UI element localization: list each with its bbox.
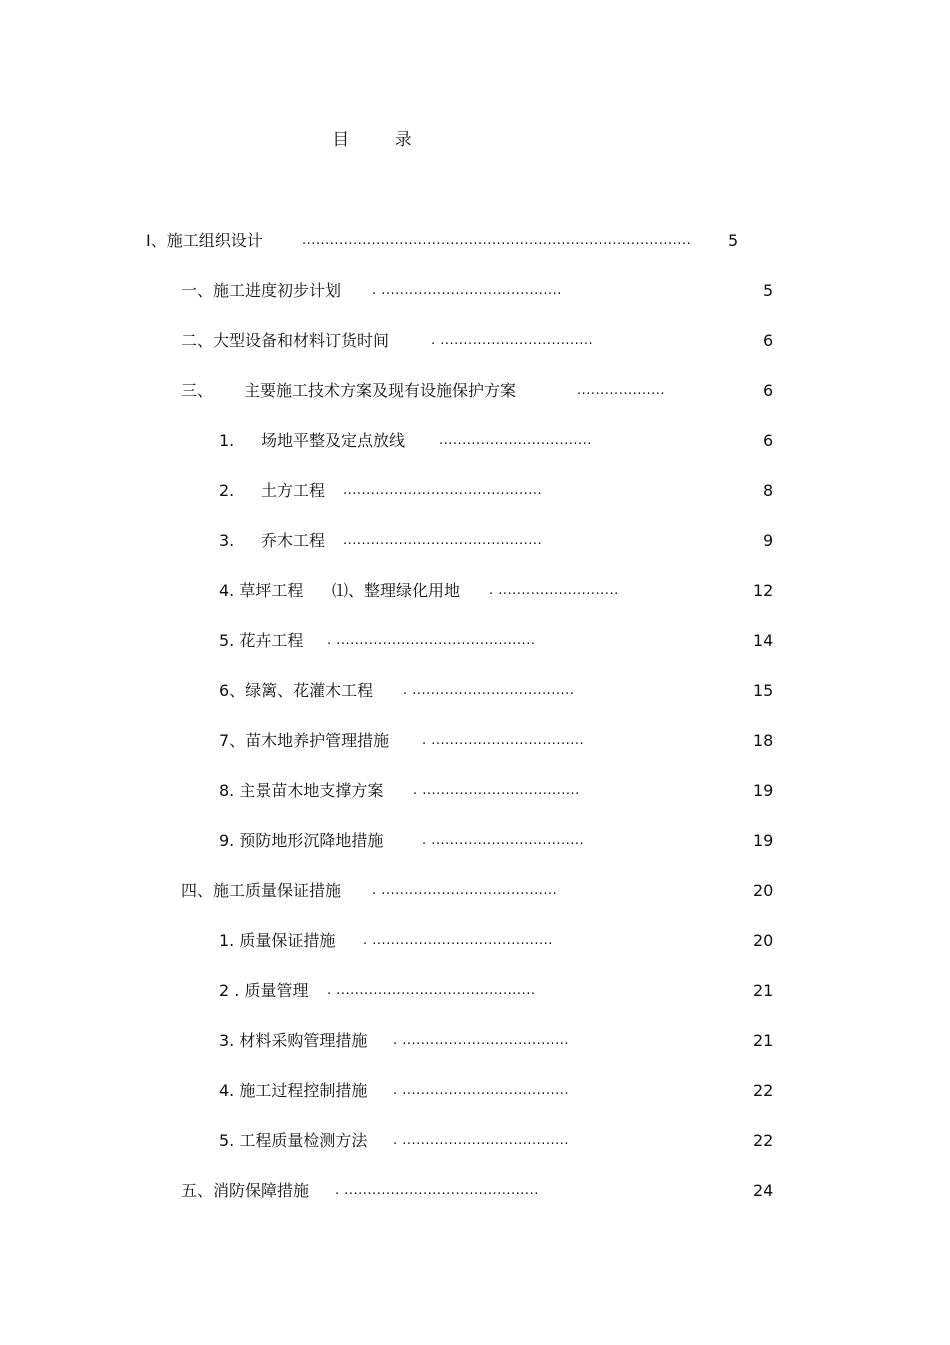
- toc-entry-label: 1.: [219, 431, 235, 450]
- toc-entry-page: 22: [753, 1131, 774, 1150]
- toc-entry-label: 3. 材料采购管理措施: [219, 1031, 368, 1050]
- toc-entry-label: 7、苗木地养护管理措施: [219, 731, 390, 750]
- toc-entry-page: 6: [763, 331, 774, 350]
- toc-title: 目 录: [332, 130, 432, 150]
- toc-entry-leader: . ......................................: [372, 883, 558, 898]
- toc-entry-label: ⑴、整理绿化用地: [332, 581, 461, 600]
- toc-entry-label: 二、大型设备和材料订货时间: [181, 331, 390, 350]
- toc-entry-page: 18: [753, 731, 774, 750]
- toc-entry-label: 6、绿篱、花灌木工程: [219, 681, 374, 700]
- toc-entry-leader: ....................................................................................: [302, 233, 692, 248]
- toc-entry-page: 15: [753, 681, 774, 700]
- toc-entry-leader: ...................: [577, 383, 666, 398]
- toc-entry-label: 一、施工进度初步计划: [181, 281, 342, 300]
- toc-entry-label: 场地平整及定点放线: [261, 431, 406, 450]
- toc-entry-page: 6: [763, 431, 774, 450]
- toc-entry-label: 2.: [219, 481, 235, 500]
- toc-entry-label: 土方工程: [261, 481, 326, 500]
- toc-entry-label: 8. 主景苗木地支撑方案: [219, 781, 384, 800]
- toc-entry-label: 四、施工质量保证措施: [181, 881, 342, 900]
- toc-entry-leader: . .................................: [431, 333, 594, 348]
- toc-entry-page: 14: [753, 631, 774, 650]
- toc-entry-page: 8: [763, 481, 774, 500]
- toc-entry-label: 4. 草坪工程: [219, 581, 304, 600]
- toc-entry-leader: ...........................................: [343, 533, 543, 548]
- toc-entry-leader: . ...................................: [403, 683, 575, 698]
- toc-entry-page: 22: [753, 1081, 774, 1100]
- toc-entry-page: 24: [753, 1181, 774, 1200]
- toc-entry-label: 乔木工程: [261, 531, 326, 550]
- toc-entry-leader: . .................................: [422, 733, 585, 748]
- toc-entry-leader: . .......................................: [363, 933, 553, 948]
- toc-entry-label: 五、消防保障措施: [181, 1181, 310, 1200]
- toc-entry-leader: . ....................................: [393, 1083, 570, 1098]
- toc-entry-leader: . ....................................: [393, 1033, 570, 1048]
- toc-entry-label: 9. 预防地形沉降地措施: [219, 831, 384, 850]
- toc-entry-leader: . ...........................................: [327, 983, 536, 998]
- toc-entry-page: 6: [763, 381, 774, 400]
- toc-entry-page: 5: [728, 231, 739, 250]
- toc-entry-page: 5: [763, 281, 774, 300]
- toc-entry-label: 2 . 质量管理: [219, 981, 309, 1000]
- toc-entry-leader: .................................: [439, 433, 592, 448]
- toc-entry-page: 19: [753, 831, 774, 850]
- toc-entry-page: 21: [753, 981, 774, 1000]
- toc-entry-label: 4. 施工过程控制措施: [219, 1081, 368, 1100]
- toc-entry-label: 三、: [181, 381, 214, 400]
- toc-entry-leader: . ..........................: [489, 583, 619, 598]
- toc-entry-page: 9: [763, 531, 774, 550]
- toc-entry-label: 3.: [219, 531, 235, 550]
- toc-entry-label: 5. 工程质量检测方法: [219, 1131, 368, 1150]
- toc-entry-leader: . ..................................: [413, 783, 580, 798]
- toc-entry-leader: ...........................................: [343, 483, 543, 498]
- toc-entry-label: 5. 花卉工程: [219, 631, 304, 650]
- toc-entry-label: 主要施工技术方案及现有设施保护方案: [244, 381, 517, 400]
- toc-entry-page: 20: [753, 931, 774, 950]
- toc-entry-leader: . ..........................................: [335, 1183, 539, 1198]
- toc-entry-label: Ⅰ、施工组织设计: [146, 231, 263, 250]
- toc-entry-page: 21: [753, 1031, 774, 1050]
- toc-entry-label: 1. 质量保证措施: [219, 931, 336, 950]
- toc-entry-page: 20: [753, 881, 774, 900]
- toc-entry-leader: . ....................................: [393, 1133, 570, 1148]
- toc-entry-leader: . .................................: [422, 833, 585, 848]
- toc-entry-leader: . .......................................: [372, 283, 562, 298]
- toc-entry-page: 19: [753, 781, 774, 800]
- toc-entry-leader: . ...........................................: [327, 633, 536, 648]
- toc-entry-page: 12: [753, 581, 774, 600]
